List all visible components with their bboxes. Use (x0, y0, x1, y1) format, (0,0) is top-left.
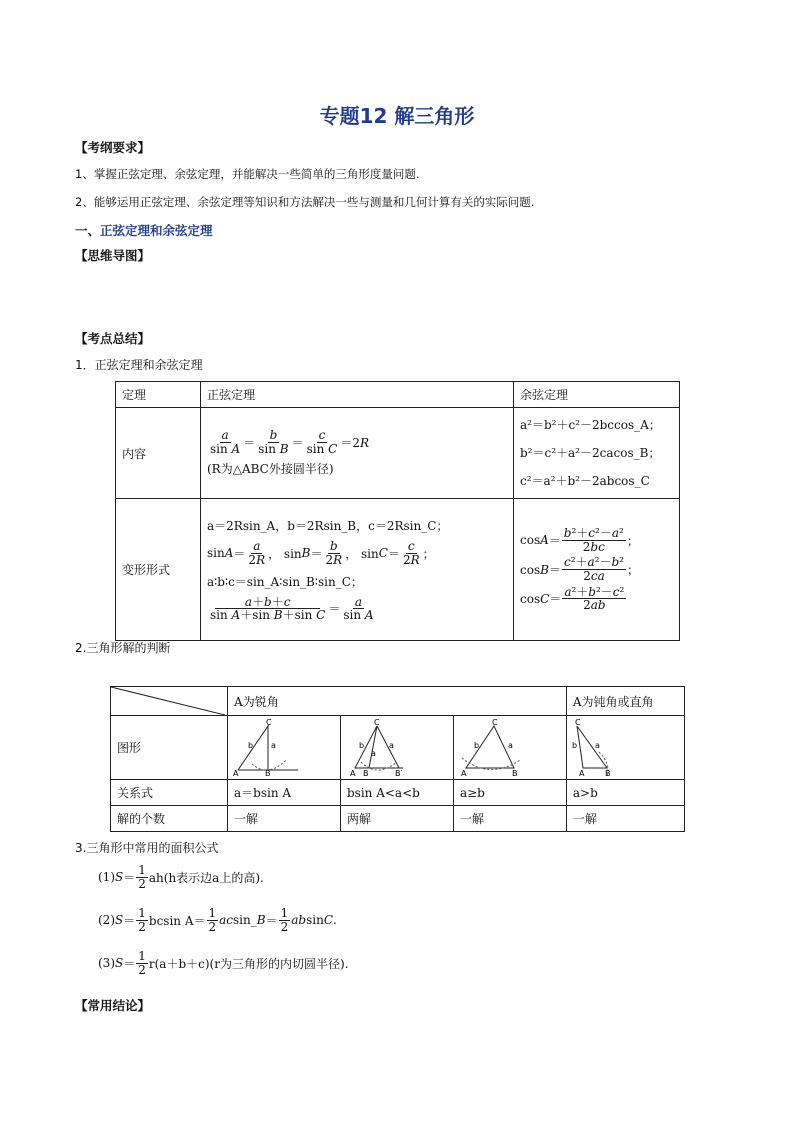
page-title: 专题12 解三角形 (319, 104, 475, 128)
section-kaogang: 【考纲要求】 (75, 140, 151, 155)
area-formula-3-text: r(a＋b＋c)(r为三角形的内切圆半径). (148, 956, 349, 971)
header-cosine: 余弦定理 (514, 382, 680, 408)
requirement-1: 1、掌握正弦定理、余弦定理，并能解决一些简单的三角形度量问题. (75, 167, 420, 181)
area-formula-1: (1) S ＝ $\frac{1}{2}$ ah(h表示边a上的高). (98, 863, 264, 891)
cosine-law-b: b²＝c²＋a²－2cacos_B； (520, 446, 661, 460)
requirement-2: 2、能够运用正弦定理、余弦定理等知识和方法解决一些与测量和几何计算有关的实际问题. (75, 195, 535, 209)
relation-3: a≥b (453, 780, 566, 806)
figure-obtuse (566, 716, 684, 780)
figure-one-solution-right (228, 716, 341, 780)
row-count-label: 解的个数 (111, 806, 228, 832)
svg-text:A: A (349, 768, 356, 778)
section-conclusion: 【常用结论】 (75, 998, 151, 1013)
row-content-label: 内容 (116, 408, 201, 499)
header-sine: 正弦定理 (201, 382, 514, 408)
relation-4: a>b (566, 780, 684, 806)
area-formula-3: (3) S ＝ $\frac{1}{2}$ r(a＋b＋c)(r为三角形的内切圆半径). (98, 949, 349, 977)
cosine-law-c: c²＝a²＋b²－2abcos_C (520, 474, 650, 488)
svg-text:a: a (594, 740, 600, 750)
figure-two-solutions (340, 716, 453, 780)
row-variant-label: 变形形式 (116, 499, 201, 641)
cosine-law-content (514, 408, 680, 499)
count-3: 一解 (453, 806, 566, 832)
svg-text:b: b (571, 740, 577, 750)
svg-text:A: A (578, 768, 585, 778)
row-figure-label: 图形 (111, 716, 228, 780)
row-relation-label: 关系式 (111, 780, 228, 806)
section-summary: 【考点总结】 (75, 331, 151, 346)
area-formula-2: (2) S ＝ $\frac{1}{2}$ bcsin A＝ $\frac{1}{2}$ ac sin_ B ＝ $\frac{1}{2}$ ab sin C . (98, 906, 337, 934)
count-4: 一解 (566, 806, 684, 832)
svg-text:C: C (373, 717, 380, 727)
svg-text:a: a (388, 740, 394, 750)
circumradius-note: (R为△ABC外接圆半径) (207, 461, 334, 476)
diagonal-header-cell (111, 687, 228, 716)
item-1: 1．正弦定理和余弦定理 (75, 358, 203, 372)
svg-text:C: C (574, 717, 581, 727)
item-3: 3.三角形中常用的面积公式 (75, 841, 219, 855)
sine-law-content: $\frac{a}{\text{sin A}}$ ＝ $\frac{b}{\text{sin B}}$ ＝ $\frac{c}{\text{sin C}}$ ＝2 R (R为△ABC外接圆半径) (201, 408, 514, 499)
figure-one-solution-geq (453, 716, 566, 780)
area-formula-2-text: bcsin A＝ (148, 913, 206, 928)
svg-text:b: b (473, 740, 480, 750)
sine-law-variants: a＝2Rsin_A，b＝2Rsin_B，c＝2Rsin_C； sin A ＝ $\frac{a}{2R}$ ， sin B ＝ $\frac{b}{2R}$ ， sin C ＝ $\frac{c}{2R}$ ； a∶b∶c＝sin_A∶sin_B∶sin_C； $\frac{a+b+c}{\text{sin A＋sin B＋sin C}}$ ＝ $\frac{a}{\text{sin A}}$ (201, 499, 514, 641)
svg-text:b: b (248, 740, 254, 750)
svg-text:a: a (507, 740, 513, 750)
svg-text:b: b (358, 740, 365, 750)
cosine-law-variants: cos A ＝ $\frac{\text{b²＋c²－a²}}{2bc}$ ； cos B ＝ $\frac{\text{c²＋a²－b²}}{2ca}$ ； cos C ＝ $\frac{\text{a²＋b²－c²}}{2ab}$ (514, 499, 680, 641)
svg-text:a: a (370, 748, 376, 758)
part-1-title: 正弦定理和余弦定理 (100, 223, 213, 238)
svg-text:B′: B′ (394, 768, 403, 778)
count-1: 一解 (228, 806, 341, 832)
header-acute: A为锐角 (228, 687, 567, 716)
svg-text:B: B (265, 768, 271, 778)
header-theorem: 定理 (116, 382, 201, 408)
svg-text:B: B (604, 768, 611, 778)
count-2: 两解 (340, 806, 453, 832)
svg-text:A: A (460, 768, 467, 778)
header-obtuse: A为钝角或直角 (566, 687, 684, 716)
part-1-heading (75, 221, 213, 239)
relation-2: bsin A<a<b (340, 780, 453, 806)
relation-1: a＝bsin A (228, 780, 341, 806)
svg-text:B: B (511, 768, 518, 778)
cosine-law-a: a²＝b²＋c²－2bccos_A； (520, 418, 661, 432)
svg-text:B: B (362, 768, 369, 778)
sine-ratio-form: a∶b∶c＝sin_A∶sin_B∶sin_C； (207, 574, 363, 589)
svg-text:a: a (271, 740, 276, 750)
item-2: 2.三角形解的判断 (75, 641, 171, 655)
svg-text:A: A (233, 768, 239, 778)
svg-text:C: C (491, 717, 498, 727)
sine-2r-form: a＝2Rsin_A，b＝2Rsin_B，c＝2Rsin_C； (207, 519, 449, 534)
solution-table (110, 686, 685, 832)
theorem-table (115, 381, 680, 641)
area-formula-1-text: ah(h表示边a上的高). (148, 870, 264, 885)
section-mindmap: 【思维导图】 (75, 248, 151, 263)
part-1-prefix: 一、 (75, 223, 101, 238)
svg-text:C: C (266, 717, 272, 727)
